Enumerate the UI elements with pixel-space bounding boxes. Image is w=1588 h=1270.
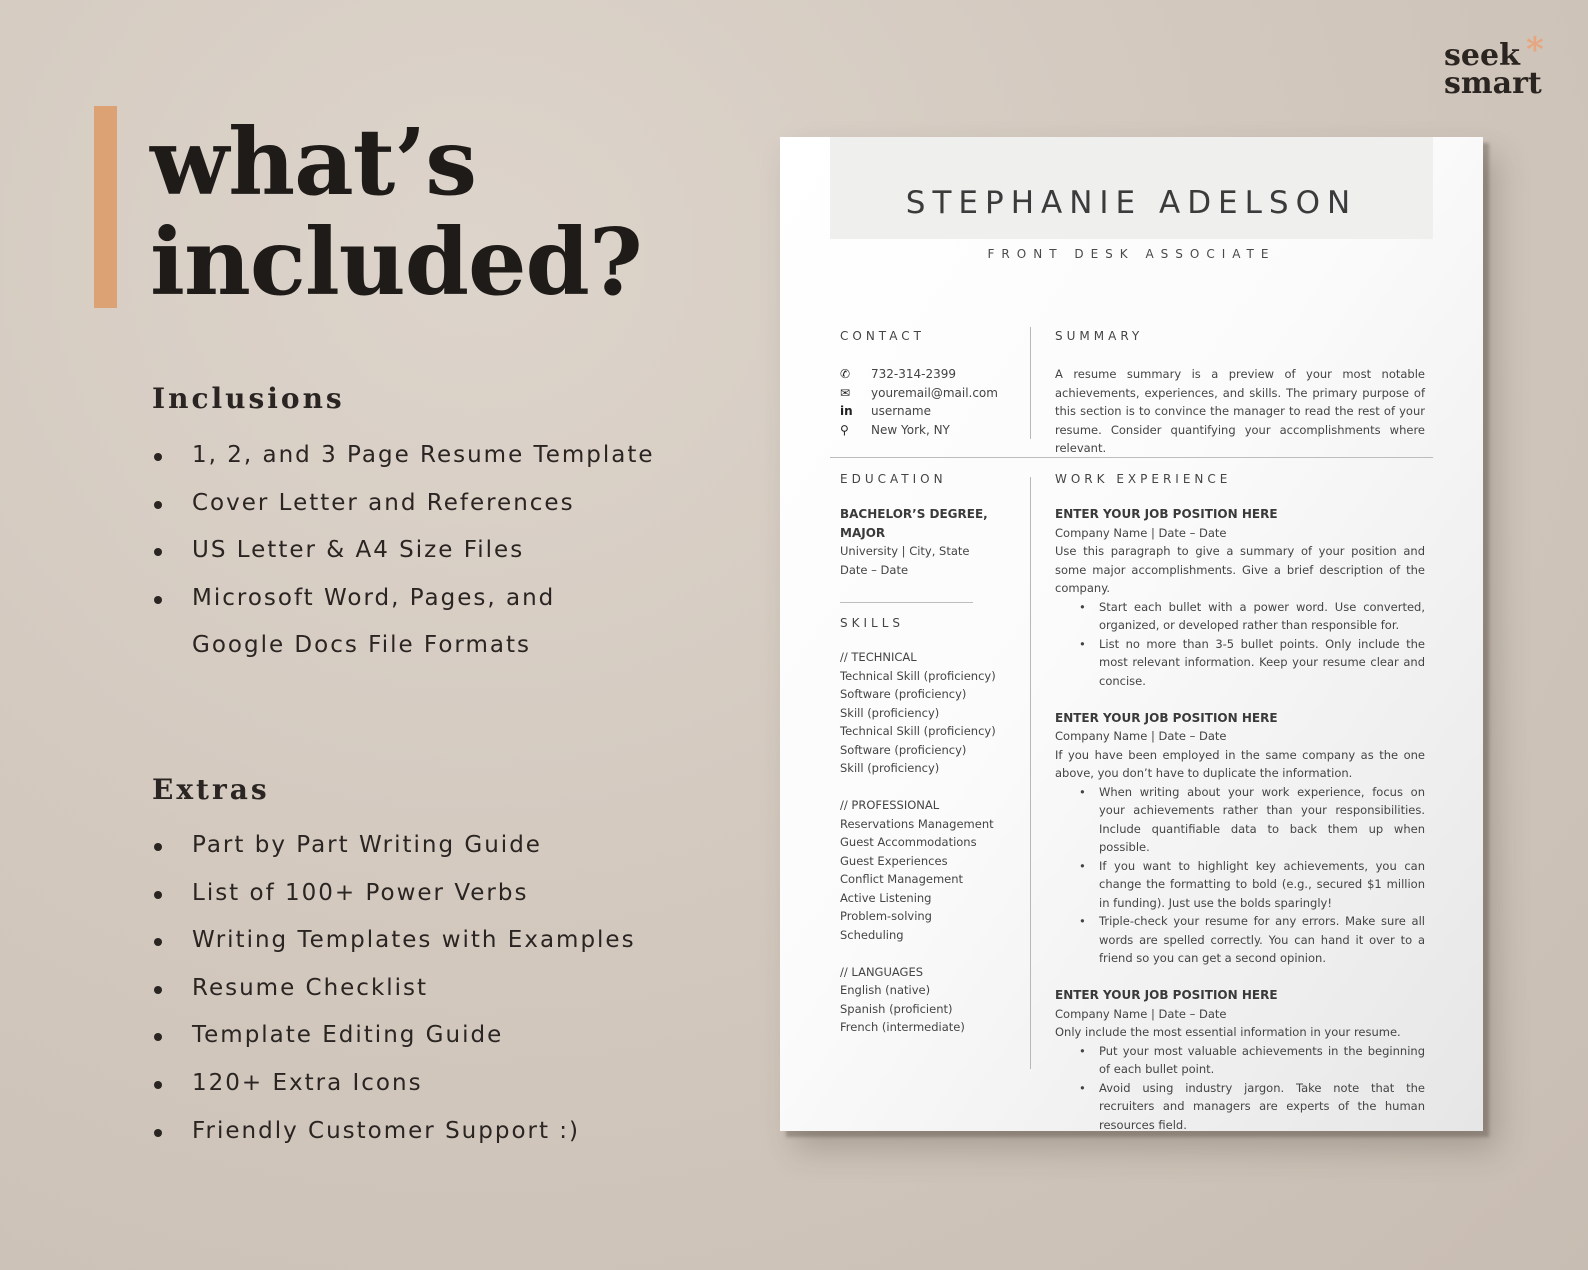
brand-line2: smart	[1444, 66, 1542, 101]
list-item: Friendly Customer Support :)	[152, 1108, 636, 1156]
job-description: Use this paragraph to give a summary of your position and some major accomplishments. Give a brief description of the company.	[1055, 544, 1425, 595]
headline-line1: what’s	[150, 108, 477, 216]
degree-line2: MAJOR	[840, 525, 886, 540]
job-bullet: • List no more than 3-5 bullet points. Only include the most relevant information. Keep your resume clear and concise.	[1099, 635, 1425, 691]
job-bullet: • Start each bullet with a power word. Use converted, organized, or developed rather than responsible for.	[1099, 598, 1425, 635]
skill-item: Software (proficiency)	[840, 687, 967, 701]
resume-role: FRONT DESK ASSOCIATE	[987, 247, 1276, 261]
job-bullet: • Triple-check your resume for any errors. Make sure all words are spelled correctly. You can hand it over to a friend so you can get a second opinion.	[1099, 912, 1425, 968]
list-item: Part by Part Writing Guide	[152, 822, 636, 870]
list-item: Cover Letter and References	[152, 480, 655, 528]
bullet-icon	[154, 891, 162, 899]
skill-item: Guest Accommodations	[840, 835, 977, 849]
divider-short	[840, 602, 973, 603]
contact-heading: CONTACT	[840, 329, 925, 343]
bullet-icon	[154, 986, 162, 994]
languages-heading: // LANGUAGES	[840, 964, 924, 979]
divider-horizontal	[830, 457, 1433, 458]
skill-item: Technical Skill (proficiency)	[840, 668, 996, 683]
skill-item: Skill (proficiency)	[840, 705, 940, 720]
job-company: Company Name | Date – Date	[1055, 729, 1227, 743]
list-item: 120+ Extra Icons	[152, 1060, 636, 1108]
work-heading: WORK EXPERIENCE	[1055, 472, 1232, 486]
brand-star-icon: *	[1526, 30, 1544, 70]
extras-list	[152, 822, 636, 1155]
list-item: 1, 2, and 3 Page Resume Template	[152, 432, 655, 480]
education-heading: EDUCATION	[840, 472, 947, 486]
education-dates: Date – Date	[840, 562, 909, 577]
inclusions-list	[152, 432, 655, 670]
email-icon: ✉	[840, 385, 851, 400]
headline-line2: included?	[150, 208, 642, 316]
bullet-icon	[154, 938, 162, 946]
language-item: Spanish (proficient)	[840, 1001, 953, 1016]
contact-phone: ✆ 732-314-2399	[840, 367, 957, 382]
summary-heading: SUMMARY	[1055, 329, 1144, 343]
school: University | City, State	[840, 544, 970, 558]
job-bullet: • Put your most valuable achievements in the beginning of each bullet point.	[1099, 1042, 1425, 1079]
job-bullets	[1055, 783, 1425, 968]
divider-vertical-main	[1030, 477, 1031, 1069]
job-bullet: • When writing about your work experience, focus on your achievements rather than your responsibilities. Include quantifiable data to back them up when possible.	[1099, 783, 1425, 857]
contact-block	[840, 365, 998, 439]
list-item: Template Editing Guide	[152, 1012, 636, 1060]
skill-item: Active Listening	[840, 890, 932, 905]
skills-heading: SKILLS	[840, 616, 905, 630]
bullet-icon	[154, 1033, 162, 1041]
skills-block	[840, 648, 1020, 1037]
job-company: Company Name | Date – Date	[1055, 1006, 1227, 1021]
skill-item: Reservations Management	[840, 816, 994, 831]
contact-email: ✉ youremail@mail.com	[840, 385, 998, 400]
bullet-icon	[154, 1129, 162, 1137]
list-item: US Letter & A4 Size Files	[152, 527, 655, 575]
bullet-icon	[154, 596, 162, 604]
skill-item: Skill (proficiency)	[840, 761, 940, 775]
list-item: Microsoft Word, Pages, and	[152, 575, 655, 623]
job-description: If you have been employed in the same company as the one above, you don’t have to duplicate the information.	[1055, 747, 1425, 780]
divider-vertical-top	[1030, 327, 1031, 439]
job-bullet: • Avoid using industry jargon. Take note that the recruiters and managers are experts of the human resources field.	[1099, 1079, 1425, 1135]
job-title: ENTER YOUR JOB POSITION HERE	[1055, 507, 1278, 521]
brand-line1: seek	[1444, 38, 1520, 73]
list-item: Writing Templates with Examples	[152, 917, 636, 965]
bullet-icon	[154, 1081, 162, 1089]
professional-heading: // PROFESSIONAL	[840, 798, 940, 812]
skill-item: Conflict Management	[840, 872, 964, 886]
contact-linkedin: in username	[840, 404, 931, 419]
resume-name: STEPHANIE ADELSON	[905, 185, 1358, 221]
skill-item: Software (proficiency)	[840, 742, 967, 757]
resume-page	[780, 137, 1483, 1131]
list-item: Resume Checklist	[152, 965, 636, 1013]
contact-location: ⚲ New York, NY	[840, 422, 950, 437]
language-item: French (intermediate)	[840, 1020, 965, 1034]
skill-item: Scheduling	[840, 927, 904, 942]
summary-text: A resume summary is a preview of your most notable achievements, experiences, and skills. The primary purpose of this section is to convince the manager to read the rest of your resume. Consider quantifying your accomplishments where relevant.	[1055, 367, 1425, 455]
linkedin-icon: in	[840, 404, 853, 419]
language-item: English (native)	[840, 983, 931, 997]
job-bullets	[1055, 1042, 1425, 1135]
brand-logo	[1444, 30, 1544, 101]
job-title: ENTER YOUR JOB POSITION HERE	[1055, 710, 1278, 725]
inclusions-title: Inclusions	[152, 382, 345, 415]
degree-line1: BACHELOR’S DEGREE,	[840, 507, 988, 521]
bullet-icon	[154, 548, 162, 556]
bullet-icon	[154, 453, 162, 461]
bullet-icon	[154, 501, 162, 509]
location-pin-icon: ⚲	[840, 422, 849, 437]
job-description: Only include the most essential information in your resume.	[1055, 1025, 1401, 1039]
education-block	[840, 505, 1020, 579]
technical-heading: // TECHNICAL	[840, 650, 917, 664]
job-company: Company Name | Date – Date	[1055, 525, 1227, 540]
job-bullets	[1055, 598, 1425, 691]
extras-title: Extras	[152, 773, 270, 806]
job-entry	[1055, 709, 1425, 968]
list-item: List of 100+ Power Verbs	[152, 870, 636, 918]
job-title: ENTER YOUR JOB POSITION HERE	[1055, 988, 1278, 1002]
phone-icon: ✆	[840, 367, 851, 382]
headline	[150, 108, 642, 316]
job-entry	[1055, 986, 1425, 1134]
work-block	[1055, 505, 1425, 1134]
skill-item: Guest Experiences	[840, 853, 948, 868]
job-entry	[1055, 505, 1425, 690]
list-item-continuation: Google Docs File Formats	[192, 632, 531, 659]
skill-item: Problem-solving	[840, 909, 932, 923]
bullet-icon	[154, 843, 162, 851]
accent-bar	[94, 106, 117, 308]
job-bullet: • If you want to highlight key achievements, you can change the formatting to bold (e.g., secured $1 million in funding). Just use the bolds sparingly!	[1099, 857, 1425, 913]
skill-item: Technical Skill (proficiency)	[840, 724, 996, 738]
